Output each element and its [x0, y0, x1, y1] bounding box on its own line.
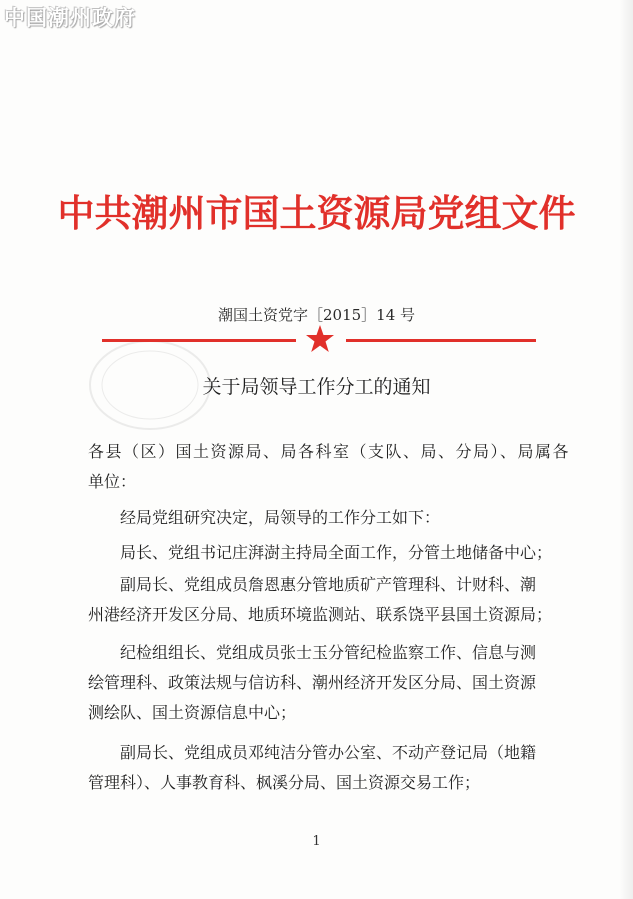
- text-line: 各县（区）国土资源局、局各科室（支队、局、分局）、局属各: [88, 442, 571, 461]
- header-divider-left: [102, 339, 296, 342]
- document-number: 潮国土资党字［2015］14 号: [217, 306, 416, 324]
- text-line: 局长、党组书记庄湃澍主持局全面工作，分管土地储备中心；: [120, 543, 553, 562]
- text-line: 经局党组研究决定，局领导的工作分工如下：: [120, 508, 441, 527]
- paragraph: [120, 538, 590, 568]
- notice-title: 关于局领导工作分工的通知: [202, 376, 431, 398]
- text-line: 副局长、党组成员詹恩惠分管地质矿产管理科、计财科、潮: [120, 575, 537, 594]
- addressee: [88, 437, 571, 497]
- scan-shadow: [619, 0, 633, 899]
- header-divider-right: [346, 339, 536, 342]
- page-number: 1: [312, 834, 321, 849]
- text-line: 单位：: [88, 472, 137, 491]
- text-line: 州港经济开发区分局、地质环境监测站、联系饶平县国土资源局；: [88, 605, 553, 624]
- paragraph: [88, 638, 558, 728]
- text-line: 管理科）、人事教育科、枫溪分局、国土资源交易工作；: [88, 773, 481, 792]
- paragraph: [88, 738, 558, 798]
- paragraph: [120, 503, 590, 533]
- red-star-icon: [305, 324, 335, 354]
- site-watermark: 中国潮州政府: [4, 6, 136, 30]
- text-line: 纪检组组长、党组成员张士玉分管纪检监察工作、信息与测: [120, 643, 537, 662]
- text-line: 测绘队、国土资源信息中心；: [88, 703, 297, 722]
- paragraph: [88, 570, 558, 630]
- text-line: 副局长、党组成员邓纯洁分管办公室、不动产登记局（地籍: [120, 743, 537, 762]
- text-line: 绘管理科、政策法规与信访科、潮州经济开发区分局、国土资源: [88, 673, 537, 692]
- document-header-title: 中共潮州市国土资源局党组文件: [57, 191, 576, 235]
